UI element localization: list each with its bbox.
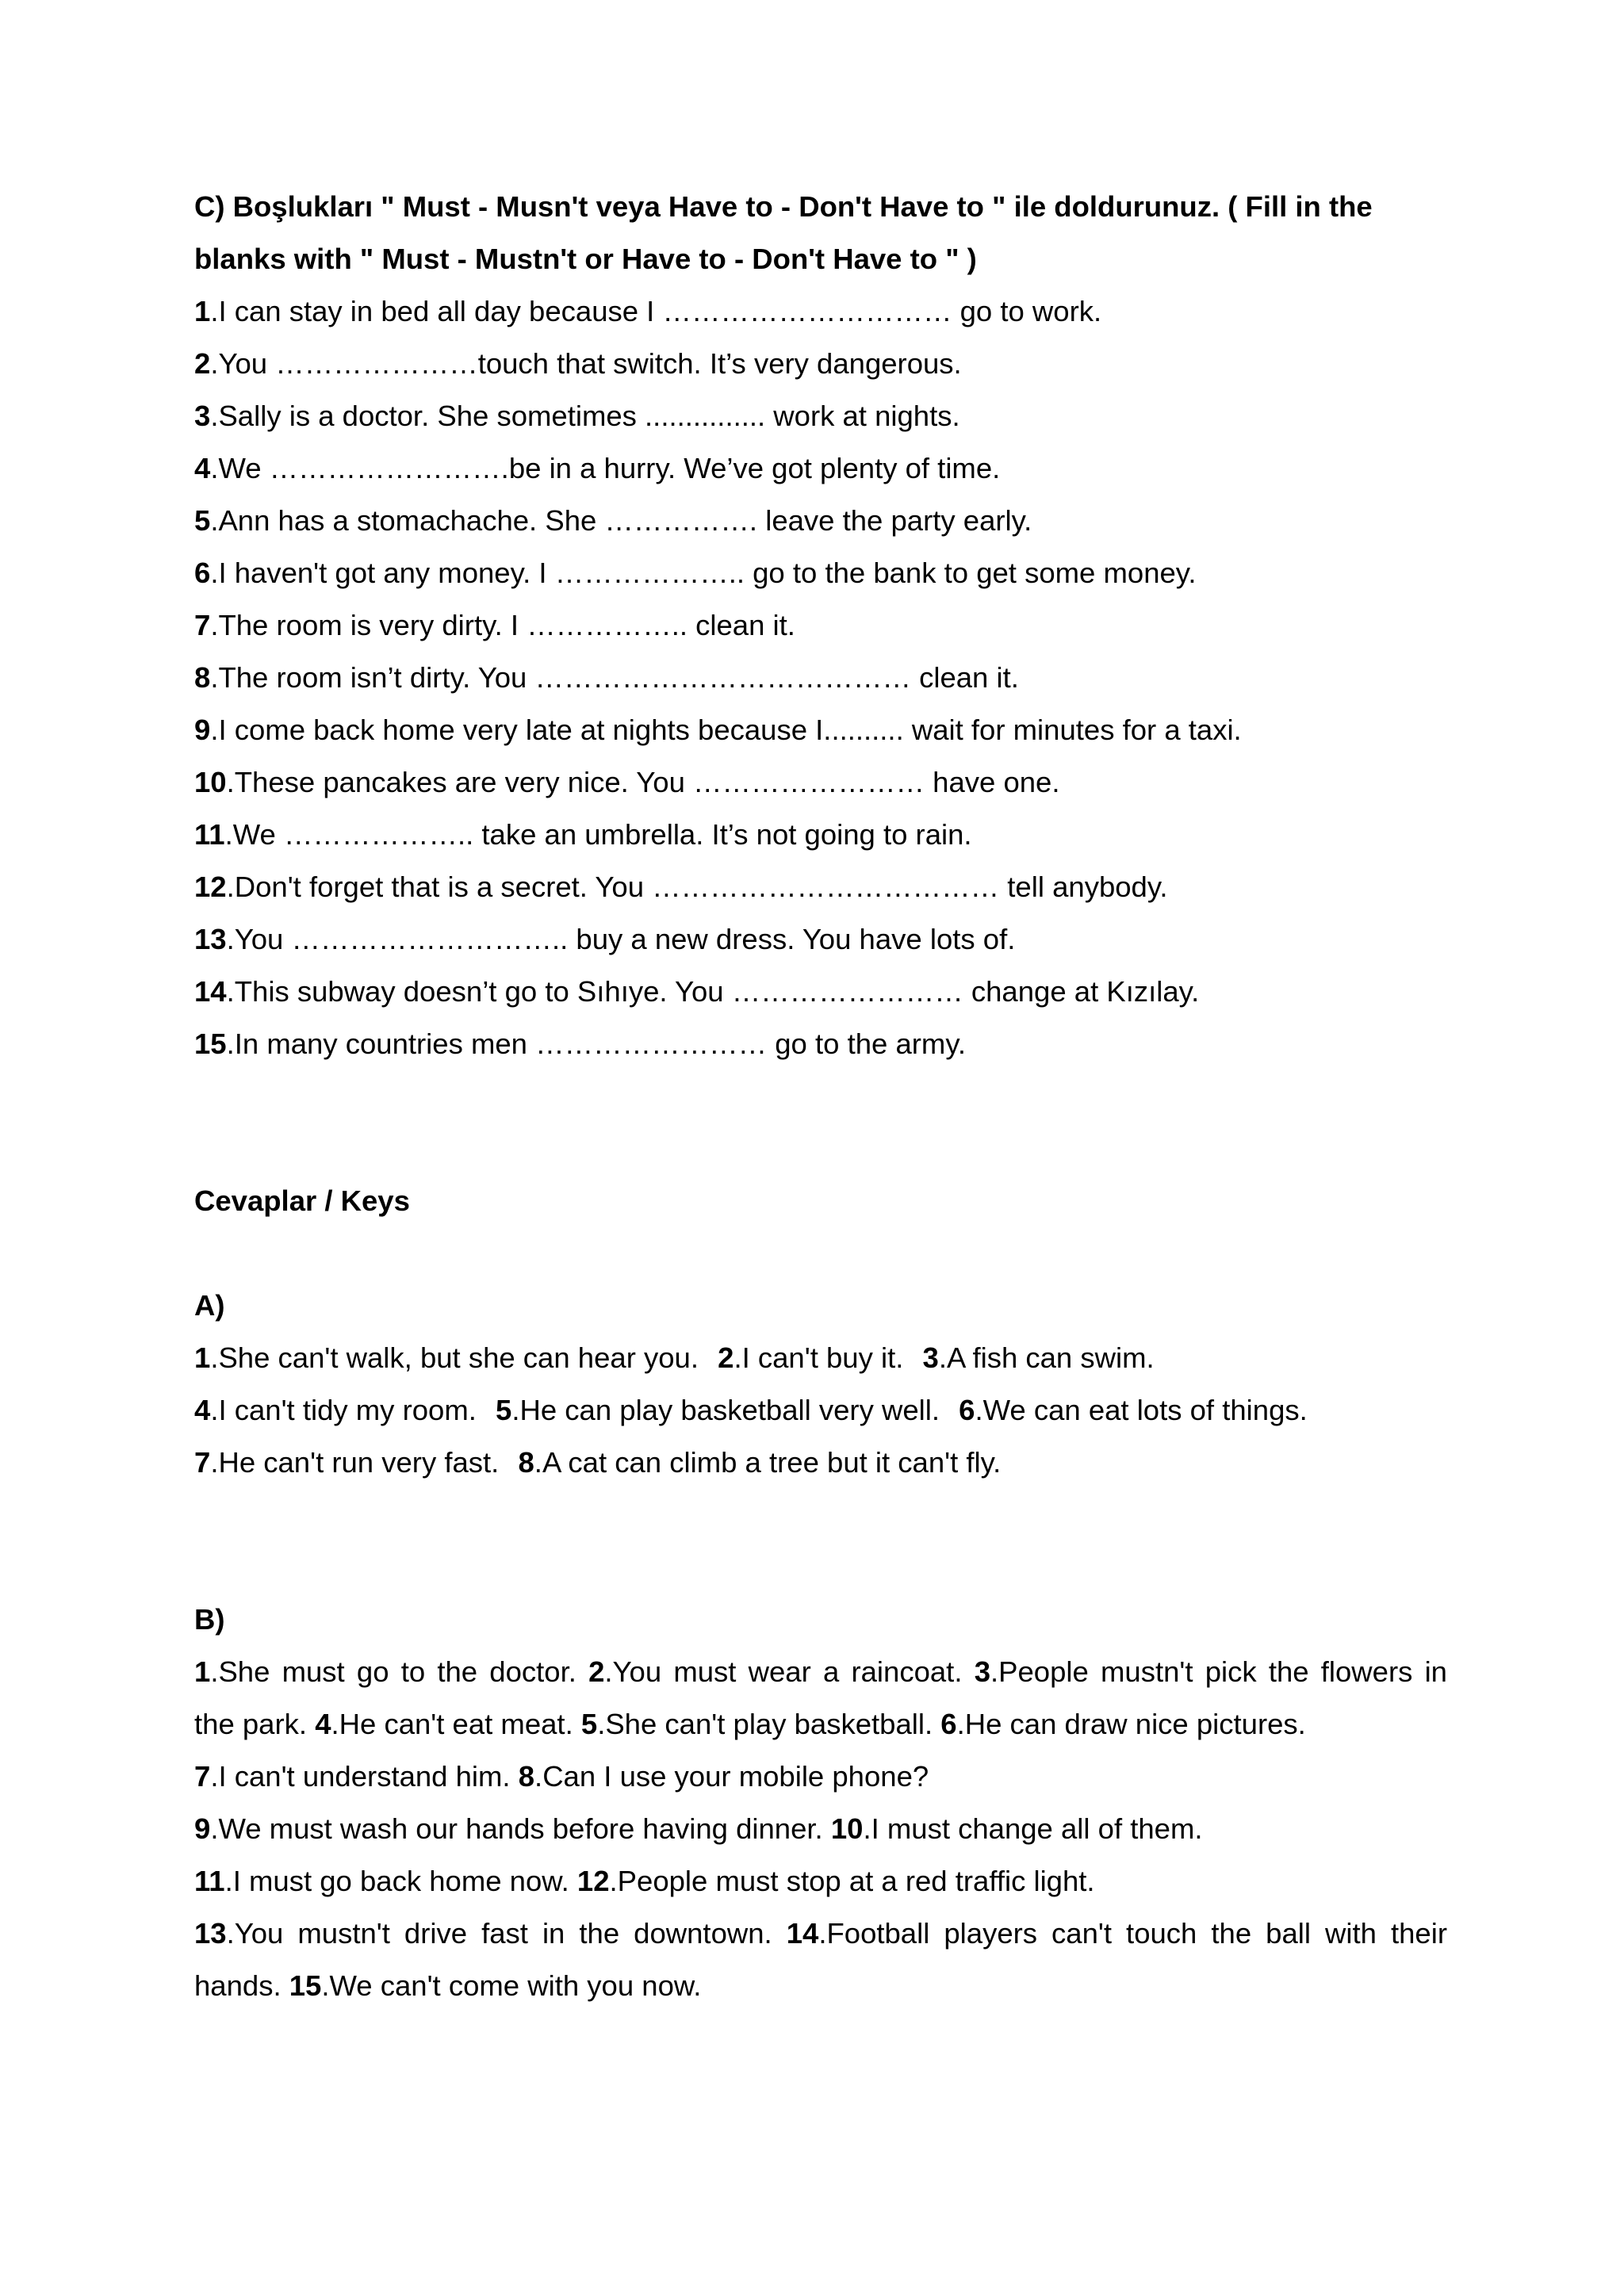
answer-text: .He can play basketball very well.	[511, 1394, 940, 1426]
answer-text: .I can't buy it.	[733, 1341, 904, 1374]
item-text: .I haven't got any money. I ……………….. go to the bank to get some money.	[210, 557, 1197, 589]
answer-text: .People mustn't pick the flowers in	[990, 1655, 1447, 1688]
spacer	[194, 1489, 1447, 1594]
answer-number: 4	[315, 1708, 331, 1740]
item-text: .The room isn’t dirty. You ………………………………… clean it.	[210, 661, 1019, 694]
answer-number: 13	[194, 1917, 227, 1950]
keys-heading: Cevaplar / Keys	[194, 1184, 410, 1217]
keys-b-line-3	[194, 1751, 1447, 1803]
item-text: .This subway doesn’t go to Sıhıye. You …………………… change at Kızılay.	[226, 975, 1200, 1008]
answer-text: .She can't walk, but she can hear you.	[210, 1341, 699, 1374]
answer-text: .He can't eat meat.	[331, 1708, 573, 1740]
answer-number: 9	[194, 1812, 211, 1845]
answer-number: 8	[518, 1760, 535, 1793]
item-number: 13	[194, 923, 227, 955]
keys-b-line-2	[194, 1698, 1447, 1751]
item-number: 5	[194, 504, 211, 537]
item-number: 8	[194, 661, 211, 694]
item-text: .We …………………….be in a hurry. We’ve got plenty of time.	[210, 452, 1001, 484]
answer-number: 5	[496, 1394, 512, 1426]
answer-item	[194, 1341, 699, 1374]
answer-item	[194, 1446, 499, 1479]
answer-item	[959, 1394, 1308, 1426]
answer-text: .We can eat lots of things.	[975, 1394, 1308, 1426]
item-number: 11	[194, 818, 225, 851]
exercise-item-5	[194, 495, 1447, 547]
item-number: 7	[194, 609, 211, 641]
keys-b-line-4	[194, 1803, 1447, 1855]
item-number: 10	[194, 766, 227, 798]
exercise-item-14	[194, 966, 1447, 1018]
answer-text: hands.	[194, 1969, 282, 2002]
exercise-item-8	[194, 652, 1447, 704]
section-c-title-line2: blanks with " Must - Mustn't or Have to - Don't Have to " )	[194, 243, 977, 275]
answer-text: .I can't understand him.	[210, 1760, 511, 1793]
item-text: .In many countries men …………………… go to the army.	[226, 1027, 966, 1060]
answer-number: 15	[289, 1969, 322, 2002]
item-number: 4	[194, 452, 211, 484]
answer-number: 2	[588, 1655, 605, 1688]
keys-a-line-1	[194, 1332, 1447, 1384]
section-c-title-line1: C) Boşlukları " Must - Musn't veya Have to - Don't Have to " ile doldurunuz. ( Fill in the	[194, 190, 1373, 223]
answer-text: .I can't tidy my room.	[210, 1394, 477, 1426]
answer-number: 1	[194, 1341, 211, 1374]
answer-text: the park.	[194, 1708, 308, 1740]
answer-text: .He can't run very fast.	[210, 1446, 500, 1479]
answer-text: .She must go to the doctor.	[210, 1655, 576, 1688]
answer-number: 3	[974, 1655, 990, 1688]
answer-number: 8	[518, 1446, 534, 1479]
exercise-list	[194, 285, 1447, 1070]
answer-text: .I must change all of them.	[863, 1812, 1203, 1845]
answer-item	[718, 1341, 903, 1374]
keys-b-line-1	[194, 1646, 1447, 1698]
answer-text: .You must wear a raincoat.	[604, 1655, 963, 1688]
answer-number: 1	[194, 1655, 211, 1688]
keys-b-line-6	[194, 1908, 1447, 1960]
item-text: .You ……………………….. buy a new dress. You have lots of.	[226, 923, 1016, 955]
keys-b-line-7	[194, 1960, 1447, 2012]
answer-text: .She can't play basketball.	[597, 1708, 933, 1740]
item-number: 3	[194, 400, 211, 432]
item-number: 12	[194, 871, 227, 903]
answer-text: .Football players can't touch the ball with their	[818, 1917, 1447, 1950]
answer-item	[194, 1394, 477, 1426]
answer-text: .A fish can swim.	[938, 1341, 1155, 1374]
answer-text: .I must go back home now.	[224, 1865, 569, 1897]
exercise-item-9	[194, 704, 1447, 756]
spacer	[194, 1227, 1447, 1280]
item-number: 9	[194, 714, 211, 746]
keys-a-line-2	[194, 1384, 1447, 1437]
answer-number: 6	[940, 1708, 957, 1740]
item-text: .You …………………touch that switch. It’s very dangerous.	[210, 347, 962, 380]
answer-text: .You mustn't drive fast in the downtown.	[226, 1917, 772, 1950]
spacer	[194, 1070, 1447, 1175]
answer-number: 12	[576, 1865, 610, 1897]
item-number: 1	[194, 295, 211, 327]
item-text: .The room is very dirty. I …………….. clean it.	[210, 609, 795, 641]
answer-number: 4	[194, 1394, 211, 1426]
item-text: .I can stay in bed all day because I ………………………… go to work.	[210, 295, 1102, 327]
answer-text: .Can I use your mobile phone?	[534, 1760, 929, 1793]
exercise-item-2	[194, 338, 1447, 390]
answer-number: 3	[922, 1341, 939, 1374]
answer-text: .He can draw nice pictures.	[956, 1708, 1306, 1740]
answer-item	[518, 1446, 1001, 1479]
item-text: .Don't forget that is a secret. You ……………………………… tell anybody.	[226, 871, 1168, 903]
item-number: 14	[194, 975, 227, 1008]
exercise-item-6	[194, 547, 1447, 599]
item-text: .We ……………….. take an umbrella. It’s not going to rain.	[224, 818, 972, 851]
answer-number: 7	[194, 1446, 211, 1479]
answer-number: 14	[786, 1917, 819, 1950]
keys-a-line-3	[194, 1437, 1447, 1489]
item-text: .Sally is a doctor. She sometimes ............... work at nights.	[210, 400, 960, 432]
exercise-item-13	[194, 913, 1447, 966]
exercise-item-1	[194, 285, 1447, 338]
exercise-item-12	[194, 861, 1447, 913]
exercise-item-11	[194, 809, 1447, 861]
exercise-item-15	[194, 1018, 1447, 1070]
answer-number: 5	[580, 1708, 598, 1740]
item-number: 15	[194, 1027, 227, 1060]
item-number: 6	[194, 557, 211, 589]
item-text: .Ann has a stomachache. She ……………. leave the party early.	[210, 504, 1032, 537]
keys-b-label: B)	[194, 1603, 225, 1636]
answer-text: .A cat can climb a tree but it can't fly.	[534, 1446, 1002, 1479]
item-number: 2	[194, 347, 211, 380]
keys-a-label: A)	[194, 1289, 225, 1322]
answer-text: .We can't come with you now.	[321, 1969, 702, 2002]
answer-number: 2	[718, 1341, 734, 1374]
item-text: .I come back home very late at nights because I.......... wait for minutes for a taxi.	[210, 714, 1242, 746]
keys-b-line-5	[194, 1855, 1447, 1908]
answer-number: 11	[194, 1865, 225, 1897]
exercise-item-10	[194, 756, 1447, 809]
answer-text: .People must stop at a red traffic light.	[609, 1865, 1095, 1897]
answer-item	[923, 1341, 1155, 1374]
answer-number: 6	[959, 1394, 975, 1426]
answer-item	[496, 1394, 940, 1426]
answer-number: 10	[830, 1812, 864, 1845]
document-page	[194, 181, 1447, 2012]
answer-text: .We must wash our hands before having dinner.	[210, 1812, 823, 1845]
exercise-item-3	[194, 390, 1447, 442]
exercise-item-7	[194, 599, 1447, 652]
answer-number: 7	[194, 1760, 211, 1793]
item-text: .These pancakes are very nice. You …………………… have one.	[226, 766, 1060, 798]
exercise-item-4	[194, 442, 1447, 495]
